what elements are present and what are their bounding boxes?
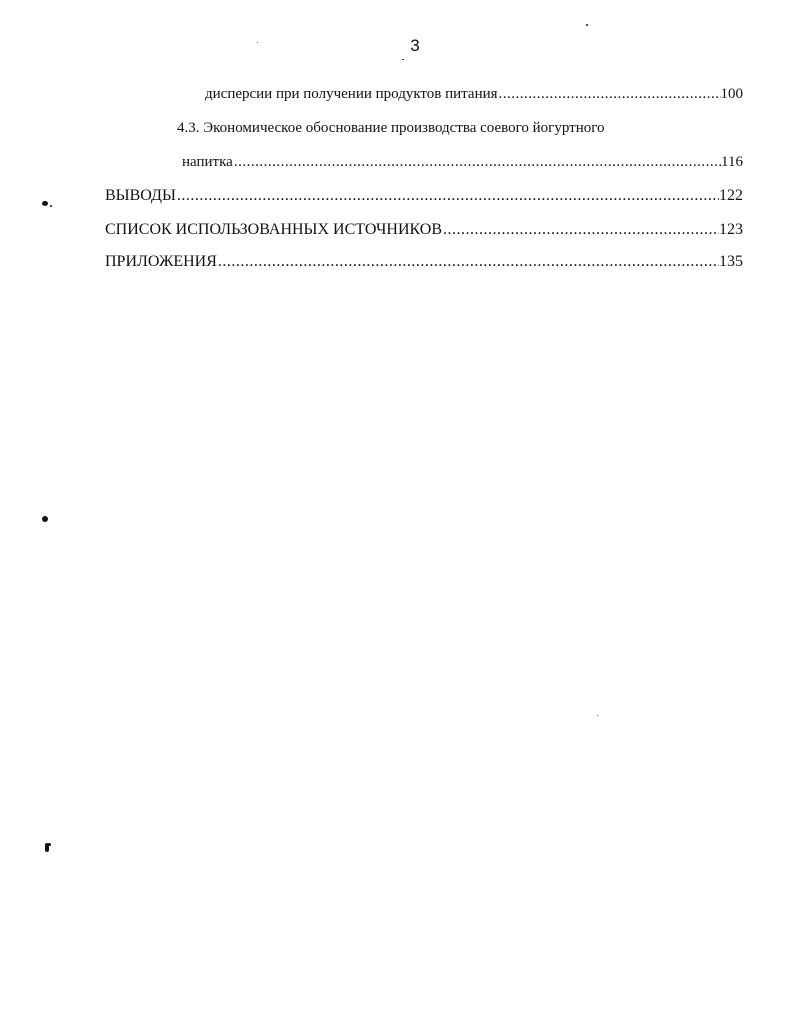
scan-speck [42,201,48,206]
toc-entry-title: ПРИЛОЖЕНИЯ [105,253,217,270]
toc-leader-dots [442,220,719,240]
toc-entry-title: дисперсии при получении продуктов питания [205,86,498,102]
toc-entry-page: 116 [721,154,743,170]
scan-speck [586,24,588,26]
toc-entry [205,84,743,104]
toc-entry-page: 122 [719,187,743,204]
scan-speck [402,59,404,60]
toc-entry [105,186,743,206]
toc-entry-title: СПИСОК ИСПОЛЬЗОВАННЫХ ИСТОЧНИКОВ [105,221,443,238]
toc-entry-title: ВЫВОДЫ [105,187,176,204]
scan-speck [48,843,51,846]
scan-speck [42,516,48,522]
toc-entry [182,152,743,172]
scan-speck [50,205,52,207]
toc-leader-dots [176,186,719,206]
toc-entry-page: 100 [720,86,743,102]
toc-entry-title: напитка [182,154,233,170]
toc-entry-page: 123 [719,221,743,238]
scan-speck [257,42,258,43]
toc-entry [105,220,743,240]
toc-entry-title: 4.3. Экономическое обоснование производства соевого йогуртного [177,120,605,136]
toc-leader-dots [498,84,721,104]
toc-entry [105,252,743,272]
toc-entry-page: 135 [719,253,743,270]
toc-leader-dots [233,152,721,172]
page-number: 3 [410,36,420,55]
scan-speck [597,715,598,716]
toc-leader-dots [217,252,719,272]
